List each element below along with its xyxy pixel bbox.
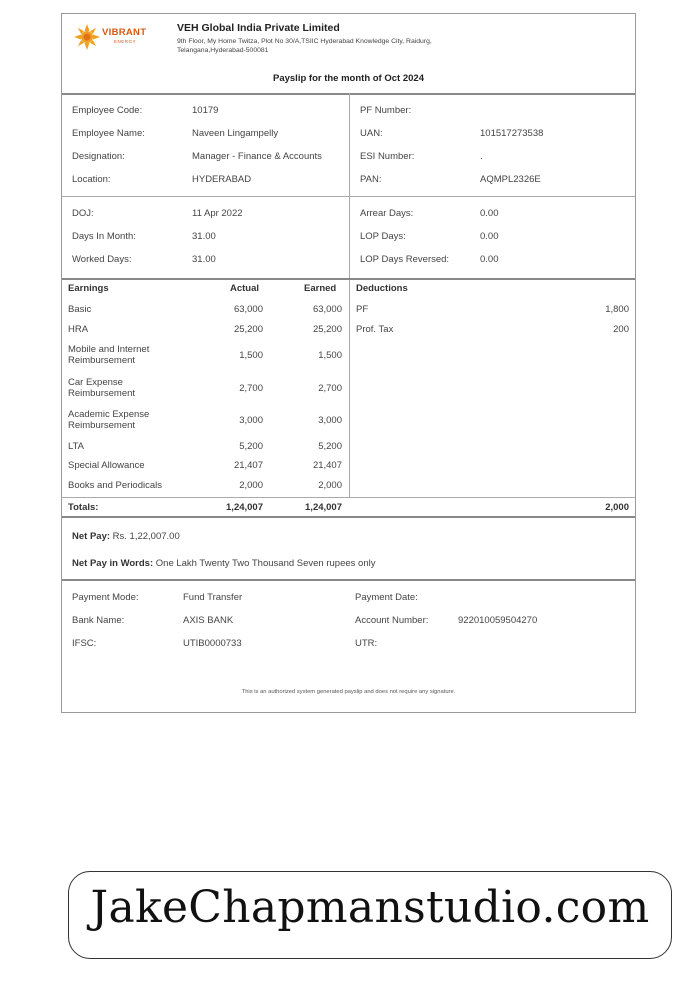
watermark-text: JakeChapmanstudio.com (90, 882, 650, 933)
deduction-amount: 200 (613, 324, 629, 335)
deductions-header: Deductions (356, 283, 408, 294)
section-divider (62, 579, 635, 581)
net-pay-words (72, 558, 375, 569)
pan-label: PAN: (360, 174, 382, 185)
arrear-days-value: 0.00 (480, 208, 499, 219)
earnings-header: Earnings (68, 283, 109, 294)
earning-earned: 25,200 (312, 324, 342, 335)
actual-header: Actual (230, 283, 260, 294)
earning-label-mobile-internet: Mobile and Internet Reimbursement (68, 344, 150, 366)
earning-label-books-periodicals: Books and Periodicals (68, 480, 162, 491)
earning-earned: 63,000 (312, 304, 342, 315)
days-in-month-value: 31.00 (192, 231, 216, 242)
earning-earned: 2,700 (318, 383, 342, 394)
location-label: Location: (72, 174, 111, 185)
earning-actual: 21,407 (233, 460, 263, 471)
earning-label-car-expense: Car Expense Reimbursement (68, 377, 136, 399)
uan-label: UAN: (360, 128, 383, 139)
ifsc-value: UTIB0000733 (183, 638, 242, 649)
utr-label: UTR: (355, 638, 378, 649)
lop-days-reversed-value: 0.00 (480, 254, 499, 265)
designation-label: Designation: (72, 151, 125, 162)
company-address-line: 9th Floor, My Home Twitza, Plot No 30/A,TSIIC Hyderabad Knowledge City, Raidurg, (177, 38, 432, 45)
totals-label: Totals: (68, 502, 99, 513)
account-number-value: 922010059504270 (458, 615, 538, 626)
deduction-label-prof-tax: Prof. Tax (356, 324, 394, 335)
employee-name-label: Employee Name: (72, 128, 145, 139)
totals-divider-top (62, 497, 635, 498)
net-pay-words-value: One Lakh Twenty Two Thousand Seven rupees only (155, 558, 376, 569)
arrear-days-label: Arrear Days: (360, 208, 414, 219)
doj-label: DOJ: (72, 208, 94, 219)
earning-earned: 1,500 (318, 350, 342, 361)
lop-days-reversed-label: LOP Days Reversed: (360, 254, 450, 265)
earning-earned: 3,000 (318, 415, 342, 426)
earning-actual: 2,700 (239, 383, 263, 394)
earning-label-hra: HRA (68, 324, 89, 335)
deduction-label-pf: PF (356, 304, 369, 315)
deduction-amount: 1,800 (605, 304, 629, 315)
earning-label-lta: LTA (68, 441, 85, 452)
employee-name-value: Naveen Lingampelly (192, 128, 279, 139)
net-pay-words-label: Net Pay in Words: (72, 558, 154, 569)
lop-days-value: 0.00 (480, 231, 499, 242)
earning-actual: 2,000 (239, 480, 263, 491)
company-address-line: Telangana,Hyderabad-500081 (177, 47, 269, 54)
company-name: VEH Global India Private Limited (177, 22, 340, 34)
watermark-banner (68, 871, 672, 959)
earning-actual: 5,200 (239, 441, 263, 452)
section-divider (62, 196, 635, 197)
lop-days-label: LOP Days: (360, 231, 406, 242)
net-pay-value: Rs. 1,22,007.00 (112, 531, 180, 542)
earning-actual: 25,200 (233, 324, 263, 335)
designation-value: Manager - Finance & Accounts (192, 151, 322, 162)
totals-divider-bottom (62, 516, 635, 518)
payment-date-label: Payment Date: (355, 592, 418, 603)
earning-earned: 2,000 (318, 480, 342, 491)
logo-wordmark: VIBRANT (102, 27, 147, 38)
pan-value: AQMPL2326E (480, 174, 541, 185)
worked-days-value: 31.00 (192, 254, 216, 265)
earning-earned: 21,407 (312, 460, 342, 471)
payslip-header (62, 14, 635, 95)
totals-deductions: 2,000 (605, 502, 629, 513)
account-number-label: Account Number: (355, 615, 429, 626)
net-pay (72, 531, 180, 542)
esi-number-value: . (480, 151, 483, 162)
column-divider (349, 93, 350, 279)
esi-number-label: ESI Number: (360, 151, 415, 162)
logo-subtitle: ENERGY (114, 39, 137, 44)
company-address (177, 37, 527, 55)
payment-mode-value: Fund Transfer (183, 592, 243, 603)
worked-days-label: Worked Days: (72, 254, 132, 265)
doj-value: 11 Apr 2022 (192, 208, 243, 219)
earning-earned: 5,200 (318, 441, 342, 452)
pf-number-label: PF Number: (360, 105, 412, 116)
earning-label-academic-expense: Academic Expense Reimbursement (68, 409, 150, 431)
earning-label-basic: Basic (68, 304, 92, 315)
days-in-month-label: Days In Month: (72, 231, 136, 242)
earnings-deductions-divider (349, 280, 350, 497)
footnote: This is an authorized system generated payslip and does not require any signature. (241, 689, 456, 695)
bank-name-label: Bank Name: (72, 615, 125, 626)
net-pay-label: Net Pay: (72, 531, 111, 542)
totals-actual: 1,24,007 (226, 502, 263, 513)
earning-actual: 1,500 (239, 350, 263, 361)
earning-actual: 63,000 (233, 304, 263, 315)
payment-mode-label: Payment Mode: (72, 592, 139, 603)
bank-name-value: AXIS BANK (183, 615, 234, 626)
uan-value: 101517273538 (480, 128, 544, 139)
employee-code-label: Employee Code: (72, 105, 143, 116)
ifsc-label: IFSC: (72, 638, 97, 649)
earning-label-special-allowance: Special Allowance (68, 460, 145, 471)
totals-earned: 1,24,007 (305, 502, 342, 513)
payslip (61, 13, 636, 713)
employee-code-value: 10179 (192, 105, 219, 116)
company-logo (74, 23, 154, 53)
earning-actual: 3,000 (239, 415, 263, 426)
payslip-title: Payslip for the month of Oct 2024 (273, 73, 424, 84)
location-value: HYDERABAD (192, 174, 252, 185)
earned-header: Earned (304, 283, 337, 294)
sun-logo-icon (74, 24, 100, 50)
